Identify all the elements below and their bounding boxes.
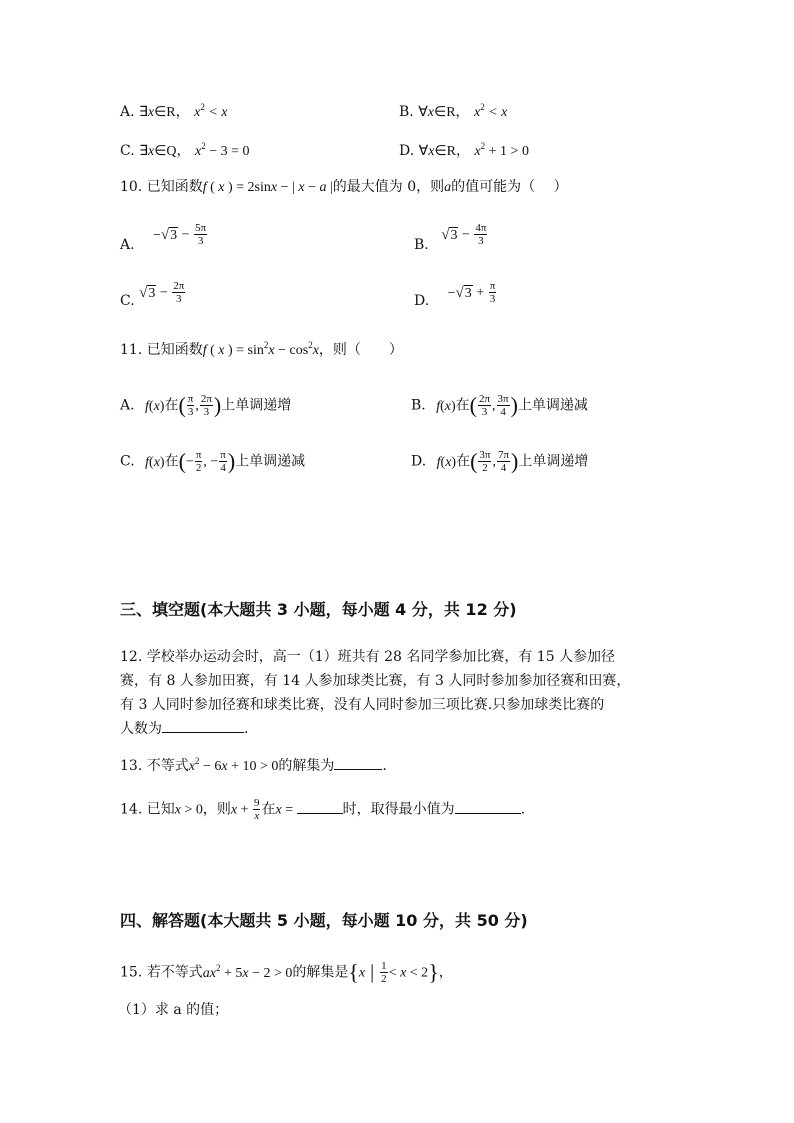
q9-option-a: A. ∃x∈R， $x^2 < x$ [120,102,228,120]
q14: 14. 已知x > 0，则x + $\frac{9}{x}$ 在x = 时，取得最小值为 . [120,797,526,822]
q11-option-a: A. f(x)在( $\frac{\pi}{3}$ , $\frac{2\pi}{3}$ )上单调递增 [120,392,292,418]
q10-option-d: D. −√3 + $\frac{\pi}{3}$ [414,280,496,309]
q13: 13. 不等式$x^2 - 6x + 10 > 0$的解集为 . [120,756,387,774]
q10-option-a: A. −√3 − $\frac{5\pi}{3}$ [120,222,207,253]
q12-line-4: 人数为 . [120,721,249,737]
section-3-title: 三、填空题(本大题共 3 小题，每小题 4 分，共 12 分) [120,600,517,619]
q11-option-d: D. f(x)在( $\frac{3\pi}{2}$ , $\frac{7\pi}{4}$ )上单调递增 [411,448,589,474]
q11-option-c: C. f(x)在(− $\frac{\pi}{2}$ , − $\frac{\pi}{4}$ )上单调递减 [120,448,306,474]
q15-sub-1: （1）求 a 的值； [118,1002,229,1018]
q12-line-2: 赛，有 8 人参加田赛，有 14 人参加球类比赛，有 3 人同时参加参加径赛和田赛， [120,673,631,689]
q13-answer-blank[interactable] [334,757,382,770]
q14-answer-blank-1[interactable] [297,801,343,814]
section-4-title: 四、解答题(本大题共 5 小题，每小题 10 分，共 50 分) [120,911,528,930]
q10-option-b: B. √3 − $\frac{4\pi}{3}$ [414,222,487,253]
q15-stem: 15. 若不等式$ax^2 + 5x - 2 > 0$的解集是{x | $\frac{1}{2}$ < x < 2}， [120,959,453,985]
q10-option-c: C. √3 − $\frac{2\pi}{3}$ [120,280,185,309]
q9-option-d: D. ∀x∈R， $x^2 + 1 > 0$ [399,141,529,159]
q9-option-b: B. ∀x∈R， $x^2 < x$ [399,102,508,120]
q11-function: f ( x ) = $\sin^2x - \cos^2x$ [202,340,319,358]
q12-line-1: 12. 学校举办运动会时，高一（1）班共有 28 名同学参加比赛，有 15 人参加径 [120,649,616,665]
q10-stem: 10. 已知函数f ( x ) = 2sinx − | x − a |的最大值为 0，则a的值可能为（ ） [120,179,568,195]
q11-stem: 11. 已知函数f ( x ) = $\sin^2x - \cos^2x$，则（ ） [120,340,403,358]
q14-answer-blank-2[interactable] [455,801,521,814]
q12-answer-blank[interactable] [162,720,244,733]
q9-option-c: C. ∃x∈Q， $x^2 - 3 = 0$ [120,141,250,159]
q12-line-3: 有 3 人同时参加径赛和球类比赛，没有人同时参加三项比赛.只参加球类比赛的 [120,697,605,713]
q11-option-b: B. f(x)在( $\frac{2\pi}{3}$ , $\frac{3\pi}{4}$ )上单调递减 [411,392,588,418]
q10-function: f ( x ) = 2sinx − | x − a | [202,180,333,195]
